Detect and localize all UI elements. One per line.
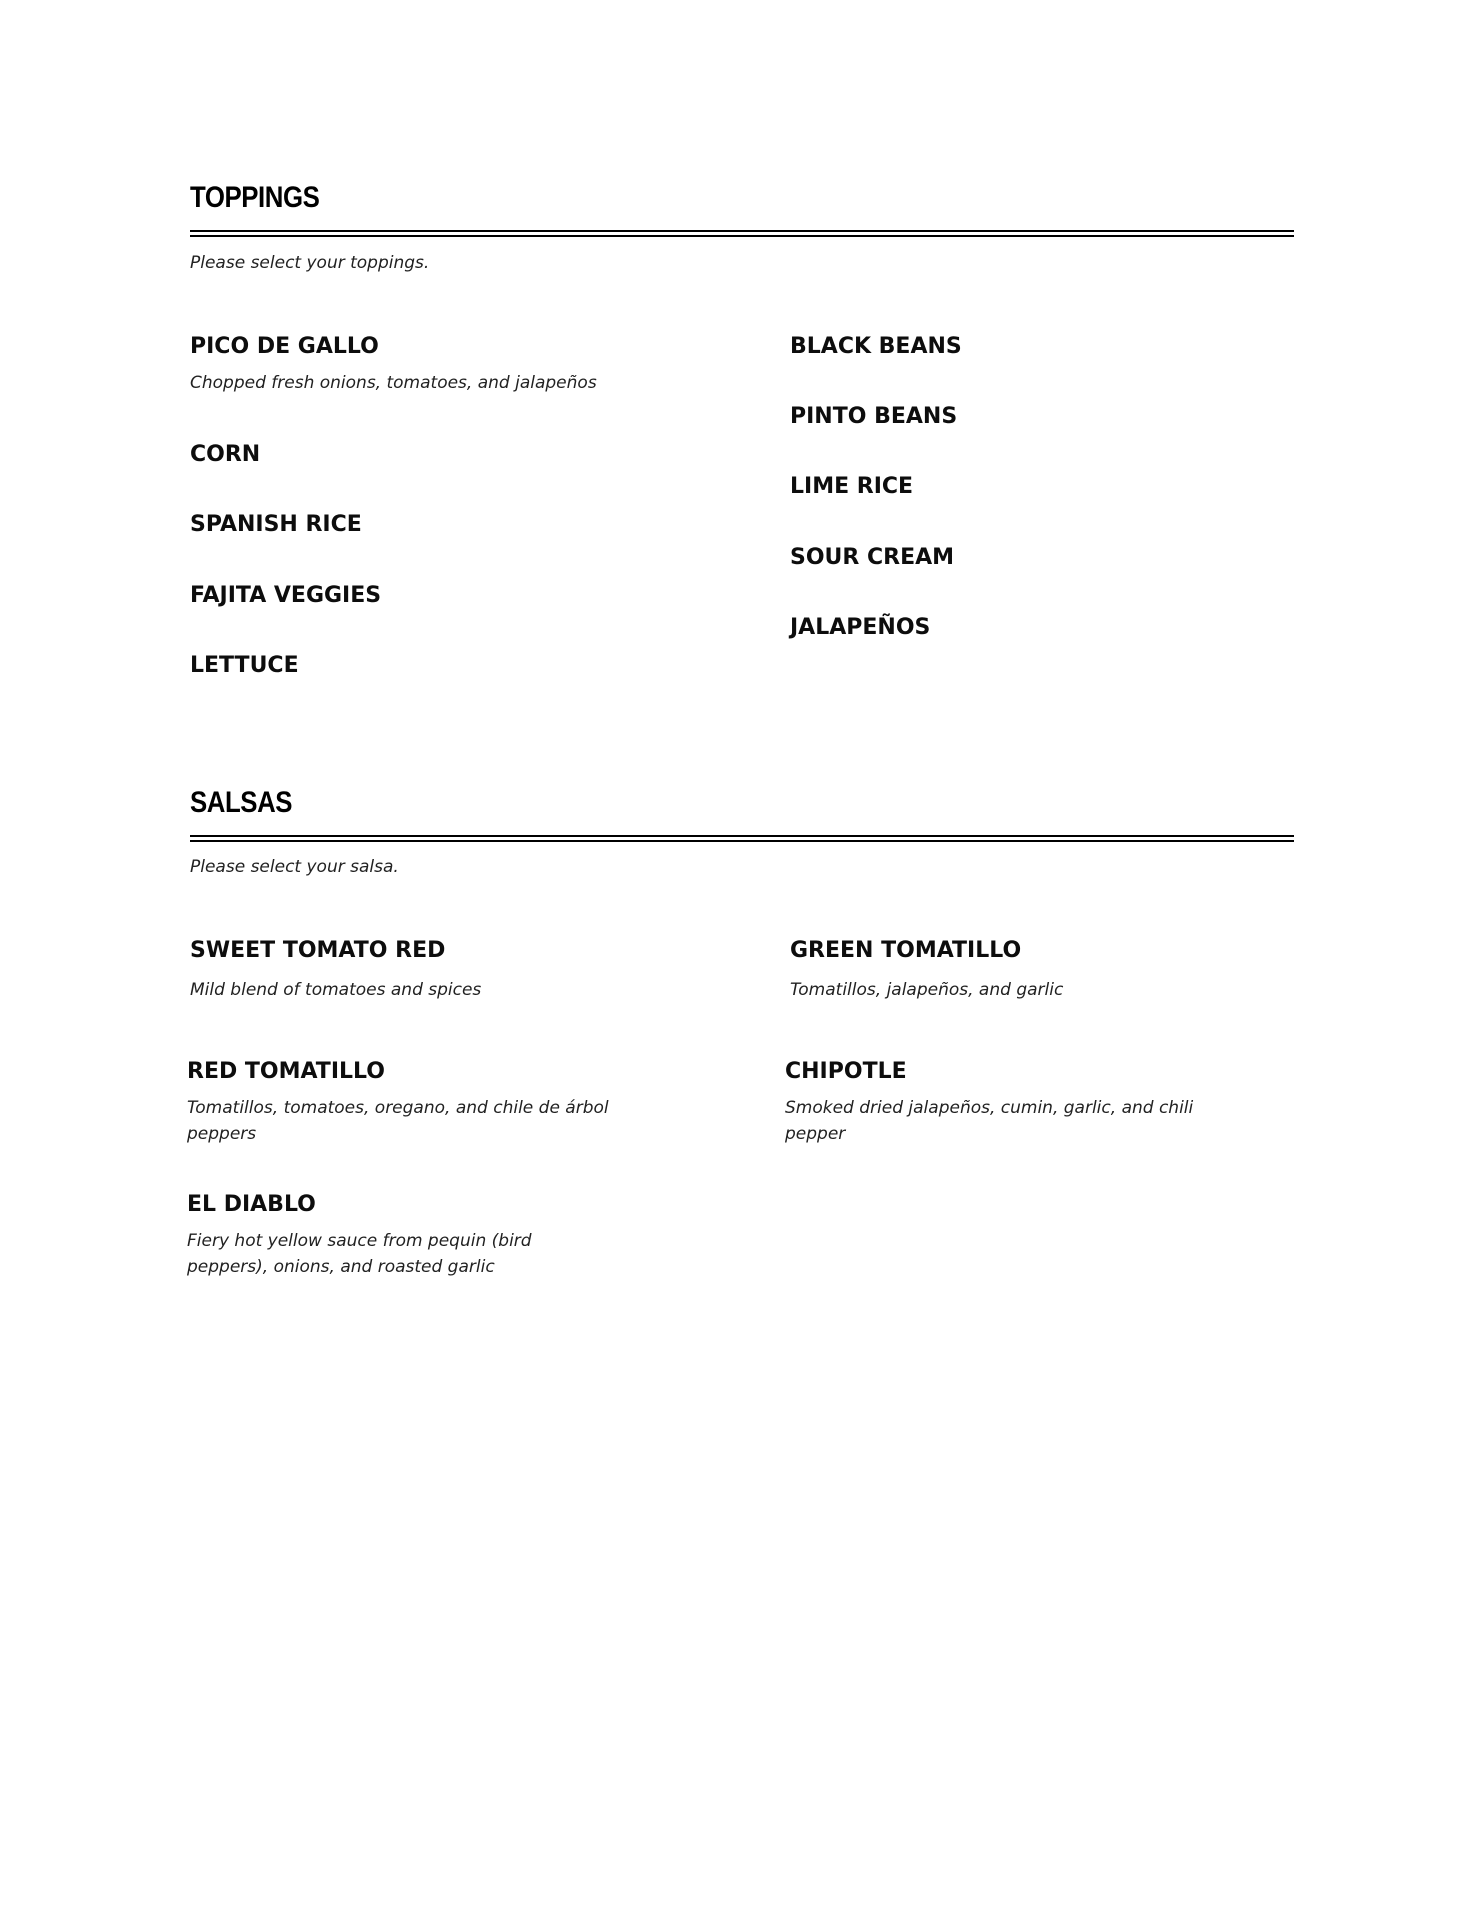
topping-name: PICO DE GALLO — [190, 334, 379, 359]
salsas-section — [187, 0, 1294, 1300]
topping-name: JALAPEÑOS — [790, 615, 931, 640]
topping-name: SOUR CREAM — [790, 545, 955, 570]
topping-name: FAJITA VEGGIES — [190, 583, 382, 608]
salsa-name: SWEET TOMATO RED — [190, 938, 446, 963]
salsas-divider — [190, 835, 1294, 842]
topping-name: LIME RICE — [790, 474, 914, 499]
salsa-item[interactable] — [190, 938, 620, 1003]
topping-name: LETTUCE — [190, 653, 299, 678]
toppings-note: Please select your toppings. — [190, 253, 430, 273]
salsa-item[interactable] — [790, 938, 1220, 1003]
topping-name: PINTO BEANS — [790, 404, 958, 429]
salsa-name: RED TOMATILLO — [187, 1059, 385, 1084]
topping-name: SPANISH RICE — [190, 512, 362, 537]
salsa-description: Tomatillos, jalapeños, and garlic — [790, 980, 1064, 1001]
salsa-name: EL DIABLO — [187, 1192, 316, 1217]
toppings-title: TOPPINGS — [190, 181, 320, 214]
salsas-note: Please select your salsa. — [190, 857, 399, 877]
salsas-title: SALSAS — [190, 786, 293, 819]
topping-description: Chopped fresh onions, tomatoes, and jalapeños — [190, 373, 597, 394]
salsa-name: GREEN TOMATILLO — [790, 938, 1022, 963]
salsa-item[interactable] — [785, 1059, 1215, 1147]
salsa-description: Mild blend of tomatoes and spices — [190, 980, 482, 1001]
salsa-description: Fiery hot yellow sauce from pequin (bird peppers), onions, and roasted garlic — [187, 1231, 532, 1278]
salsa-name: CHIPOTLE — [785, 1059, 907, 1084]
salsa-item[interactable] — [187, 1192, 617, 1280]
salsa-description: Tomatillos, tomatoes, oregano, and chile de árbol peppers — [187, 1098, 609, 1145]
salsa-description: Smoked dried jalapeños, cumin, garlic, and chili pepper — [785, 1098, 1194, 1145]
salsa-item[interactable] — [187, 1059, 617, 1147]
topping-name: BLACK BEANS — [790, 334, 962, 359]
topping-name: CORN — [190, 442, 261, 467]
